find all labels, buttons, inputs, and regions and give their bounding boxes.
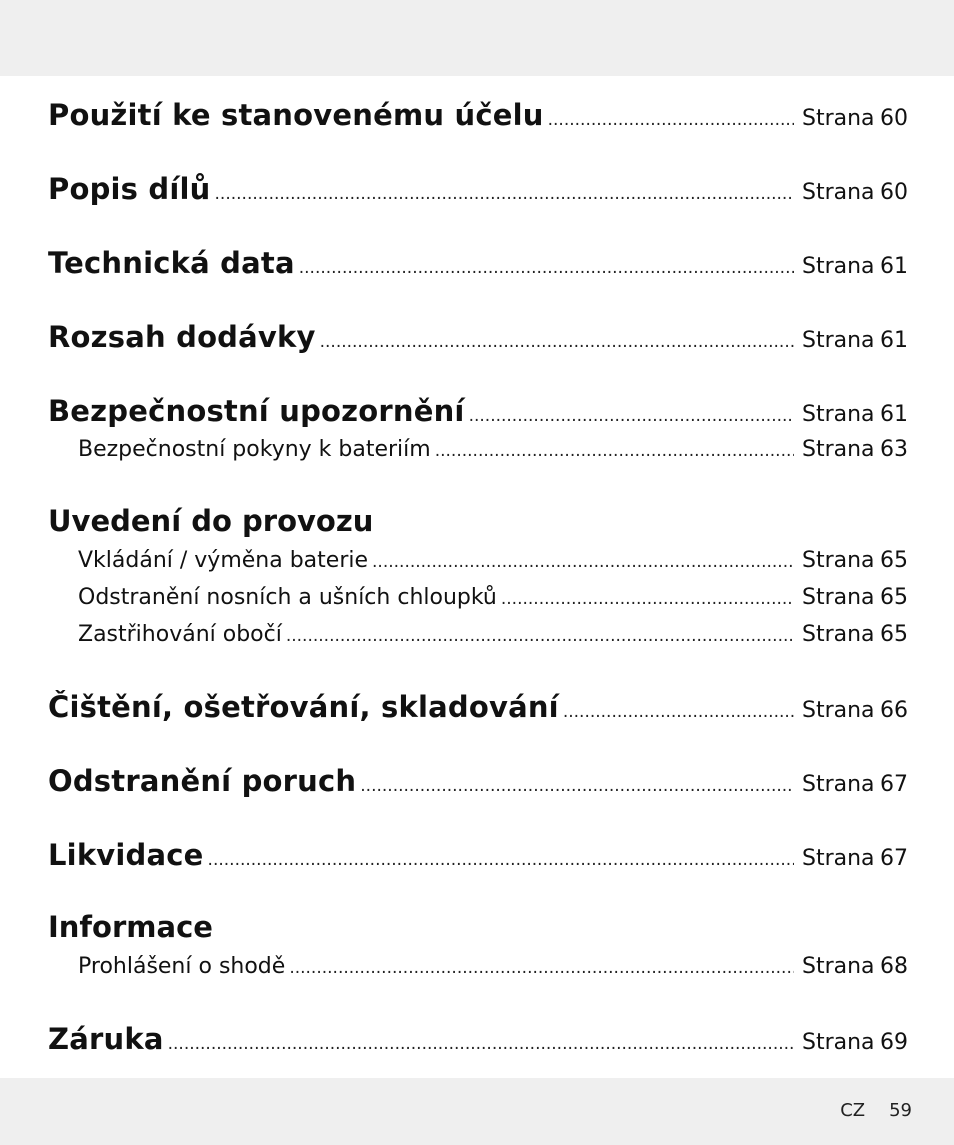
dot-leader bbox=[548, 110, 794, 130]
page-number: 61 bbox=[880, 328, 908, 353]
toc-entry-title: Vkládání / výměna baterie bbox=[78, 548, 369, 573]
toc-entry-title: Rozsah dodávky bbox=[48, 320, 316, 354]
dot-leader bbox=[372, 552, 794, 572]
dot-leader bbox=[501, 589, 794, 609]
toc-entry-troubleshooting[interactable] bbox=[48, 764, 908, 798]
dot-leader bbox=[299, 258, 794, 278]
bottom-band bbox=[0, 1078, 954, 1145]
page-label: Strana bbox=[802, 180, 875, 205]
toc-entry-title: Odstranění nosních a ušních chloupků bbox=[78, 585, 497, 610]
toc-entry-title: Zastřihování obočí bbox=[78, 622, 282, 647]
toc-entry-title: Prohlášení o shodě bbox=[78, 954, 286, 979]
dot-leader bbox=[360, 776, 794, 796]
page-number: 65 bbox=[880, 622, 908, 647]
toc-entry-technical-data[interactable] bbox=[48, 246, 908, 280]
toc-entry-title: Popis dílů bbox=[48, 172, 211, 206]
page-number: 60 bbox=[880, 106, 908, 131]
dot-leader bbox=[563, 702, 794, 722]
page-label: Strana bbox=[802, 254, 875, 279]
page-label: Strana bbox=[802, 548, 875, 573]
page-label: Strana bbox=[802, 846, 875, 871]
page-number: 67 bbox=[880, 772, 908, 797]
page-number: 65 bbox=[880, 548, 908, 573]
dot-leader bbox=[286, 626, 794, 646]
page-number: 61 bbox=[880, 402, 908, 427]
toc-entry-title: Likvidace bbox=[48, 838, 204, 872]
toc-subentry-eyebrow-trimming[interactable] bbox=[78, 622, 908, 647]
toc-subentry-declaration-of-conformity[interactable] bbox=[78, 954, 908, 979]
dot-leader bbox=[320, 332, 794, 352]
page-label: Strana bbox=[802, 437, 875, 462]
page-footer bbox=[840, 1100, 912, 1121]
page-number: 67 bbox=[880, 846, 908, 871]
page-number: 66 bbox=[880, 698, 908, 723]
page-number: 68 bbox=[880, 954, 908, 979]
toc-heading-information[interactable]: Informace bbox=[48, 910, 213, 944]
toc-subentry-battery-safety[interactable] bbox=[78, 437, 908, 462]
toc-entry-scope-of-delivery[interactable] bbox=[48, 320, 908, 354]
page-label: Strana bbox=[802, 585, 875, 610]
toc-entry-title: Bezpečnostní pokyny k bateriím bbox=[78, 437, 431, 462]
toc-entry-warranty[interactable] bbox=[48, 1022, 908, 1056]
footer-page-number: 59 bbox=[889, 1100, 912, 1121]
dot-leader bbox=[469, 406, 794, 426]
toc-entry-cleaning-care-storage[interactable] bbox=[48, 690, 908, 724]
toc-subentry-battery-replacement[interactable] bbox=[78, 548, 908, 573]
toc-entry-intended-use[interactable] bbox=[48, 98, 908, 132]
toc-entry-safety-notices[interactable] bbox=[48, 394, 908, 428]
page-label: Strana bbox=[802, 622, 875, 647]
toc-entry-title: Technická data bbox=[48, 246, 295, 280]
page-label: Strana bbox=[802, 106, 875, 131]
toc-entry-disposal[interactable] bbox=[48, 838, 908, 872]
dot-leader bbox=[215, 184, 794, 204]
page-label: Strana bbox=[802, 954, 875, 979]
toc-entry-title: Bezpečnostní upozornění bbox=[48, 394, 465, 428]
dot-leader bbox=[435, 441, 794, 461]
toc-entry-parts-description[interactable] bbox=[48, 172, 908, 206]
toc-entry-title: Odstranění poruch bbox=[48, 764, 357, 798]
page-label: Strana bbox=[802, 1030, 875, 1055]
footer-language-code: CZ bbox=[840, 1100, 866, 1121]
page-number: 69 bbox=[880, 1030, 908, 1055]
page-number: 63 bbox=[880, 437, 908, 462]
dot-leader bbox=[289, 958, 794, 978]
page-label: Strana bbox=[802, 402, 875, 427]
toc-entry-title: Použití ke stanovenému účelu bbox=[48, 98, 544, 132]
toc-subentry-nose-ear-hair[interactable] bbox=[78, 585, 908, 610]
page-label: Strana bbox=[802, 328, 875, 353]
page-label: Strana bbox=[802, 772, 875, 797]
dot-leader bbox=[208, 850, 794, 870]
dot-leader bbox=[168, 1034, 794, 1054]
page-number: 60 bbox=[880, 180, 908, 205]
page-number: 65 bbox=[880, 585, 908, 610]
toc-entry-title: Čištění, ošetřování, skladování bbox=[48, 690, 559, 724]
toc-entry-title: Záruka bbox=[48, 1022, 164, 1056]
toc-heading-commissioning[interactable]: Uvedení do provozu bbox=[48, 504, 374, 538]
page-number: 61 bbox=[880, 254, 908, 279]
page-label: Strana bbox=[802, 698, 875, 723]
